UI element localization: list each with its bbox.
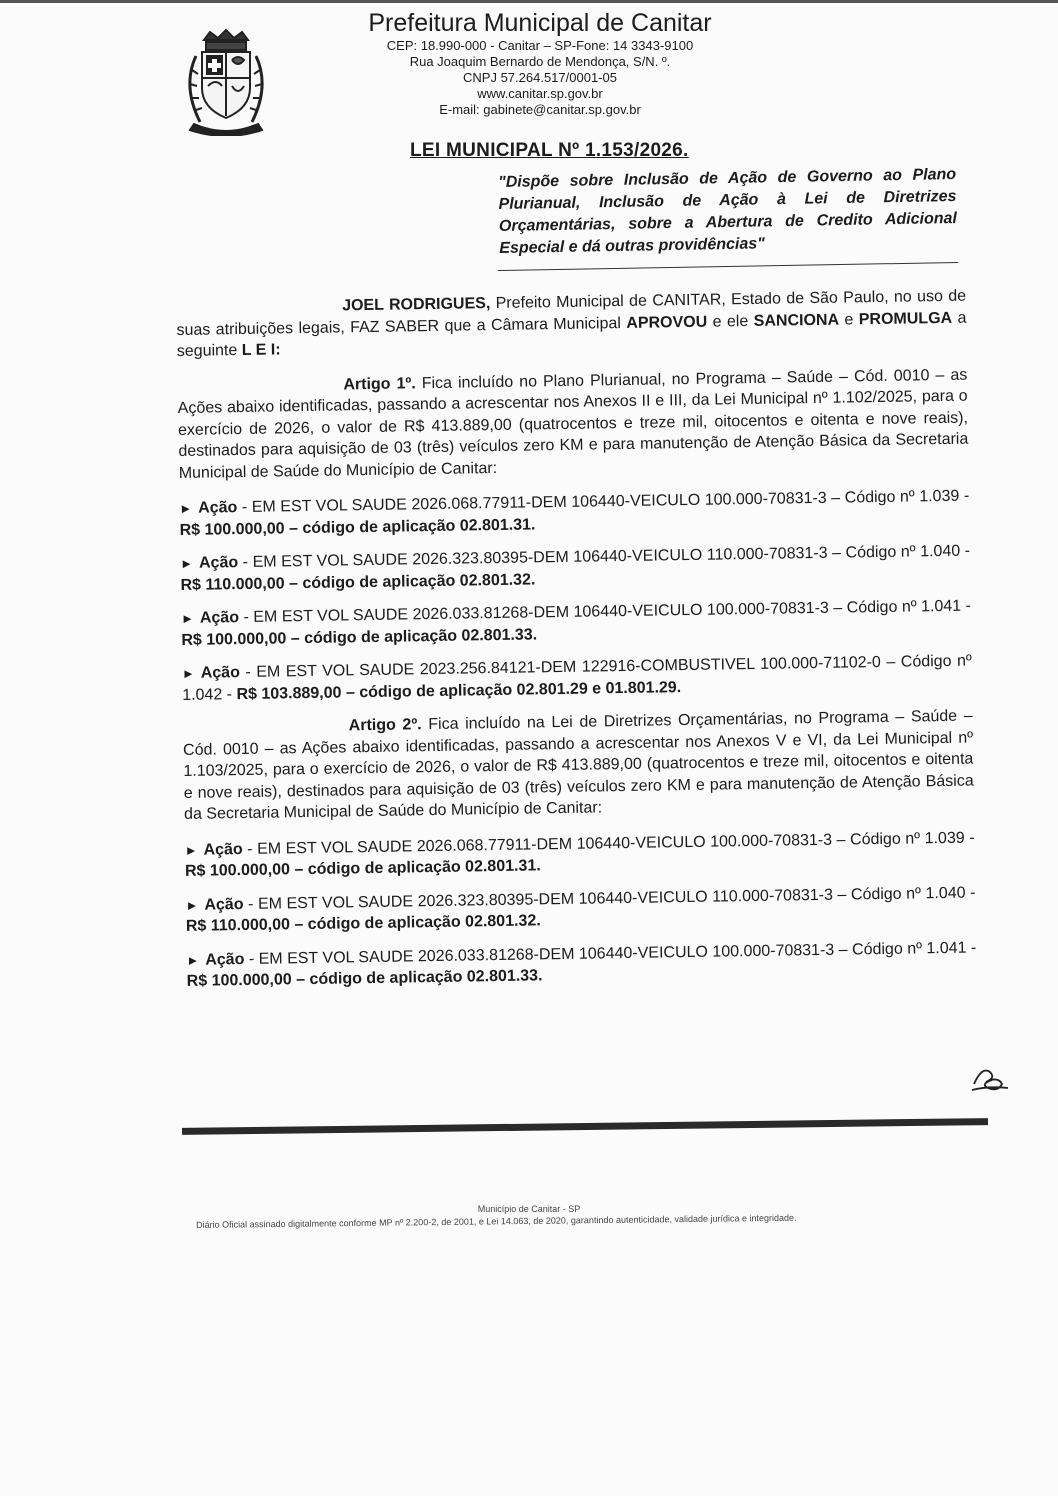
footer-assinatura: Diário Oficial assinado digitalmente conforme MP nº 2.200-2, de 2001, e Lei 14.063, de 2020, garantindo autenticidade, validade jurídica e integridade. <box>196 1212 797 1230</box>
list-item: ► Ação - EM EST VOL SAUDE 2026.068.77911-DEM 106440-VEICULO 100.000-70831-3 – Código nº 1.039 - R$ 100.000,00 – código de aplicação 02.801.31. <box>184 829 975 880</box>
law-ementa: "Dispõe sobre Inclusão de Ação de Governo ao Plano Plurianual, Inclusão de Ação à Lei de Diretrizes Orçamentárias, sobre a Abertura de Credito Adicional Especial e dá outras providências" <box>498 166 958 257</box>
scan-top-edge <box>0 0 1058 3</box>
list-item: ► Ação - EM EST VOL SAUDE 2026.033.81268-DEM 106440-VEICULO 100.000-70831-3 – Código nº 1.041 - R$ 100.000,00 – código de aplicação 02.801.33. <box>186 939 977 990</box>
law-title: LEI MUNICIPAL Nº 1.153/2026. <box>410 140 689 161</box>
triangle-right-icon: ► <box>181 665 195 681</box>
artigo-1: Artigo 1º. Fica incluído no Plano Plurianual, no Programa – Saúde – Cód. 0010 – as Ações abaixo identificadas, passando a acrescentar nos Anexos II e III, da Lei Municipal nº 1.102/2025, para o exercício de 2026, o valor de R$ 413.889,00 (quatrocentos e treze mil, oitocentos e oitenta e nove reais), destinados para aquisição de 03 (três) veículos zero KM e para manutenção de Atenção Básica da Secretaria Municipal de Saúde do Município de Canitar: <box>177 366 969 482</box>
list-item: ► Ação - EM EST VOL SAUDE 2023.256.84121-DEM 122916-COMBUSTIVEL 100.000-71102-0 – Código nº 1.042 - R$ 103.889,00 – código de aplicação 02.801.29 e 01.801.29. <box>181 652 972 704</box>
list-item: ► Ação - EM EST VOL SAUDE 2026.323.80395-DEM 106440-VEICULO 110.000-70831-3 – Código nº 1.040 - R$ 110.000,00 – código de aplicação 02.801.32. <box>180 542 971 594</box>
letterhead-address-2: Rua Joaquim Bernardo de Mendonça, S/N. º. <box>409 54 671 69</box>
coat-of-arms-icon <box>178 26 274 136</box>
triangle-right-icon: ► <box>185 897 199 913</box>
triangle-right-icon: ► <box>184 842 198 858</box>
letterhead-email: E-mail: gabinete@canitar.sp.gov.br <box>439 102 641 117</box>
signature-initials <box>968 1062 1014 1094</box>
letterhead-address-1: CEP: 18.990-000 - Canitar – SP-Fone: 14 3343-9100 <box>386 38 694 53</box>
triangle-right-icon: ► <box>179 500 193 516</box>
artigo-2-label: Artigo 2º. <box>348 716 422 735</box>
bottom-rule <box>182 1118 988 1135</box>
list-item: ► Ação - EM EST VOL SAUDE 2026.033.81268-DEM 106440-VEICULO 100.000-70831-3 – Código nº 1.041 - R$ 100.000,00 – código de aplicação 02.801.33. <box>180 597 972 649</box>
triangle-right-icon: ► <box>180 610 195 626</box>
letterhead <box>310 8 770 118</box>
preamble: JOEL RODRIGUES, Prefeito Municipal de CANITAR, Estado de São Paulo, no uso de suas atribuições legais, FAZ SABER que a Câmara Municipal APROVOU e ele SANCIONA e PROMULGA a seguinte L E I: <box>176 287 967 360</box>
triangle-right-icon: ► <box>180 555 194 571</box>
artigo-1-label: Artigo 1º. <box>343 374 416 393</box>
letterhead-website: www.canitar.sp.gov.br <box>477 86 603 101</box>
letterhead-cnpj: CNPJ 57.264.517/0001-05 <box>463 70 617 85</box>
letterhead-title: Prefeitura Municipal de Canitar <box>368 9 712 37</box>
ementa-underline <box>498 262 958 271</box>
footer-municipio: Município de Canitar - SP <box>477 1204 581 1214</box>
law-body <box>176 286 977 1005</box>
list-item: ► Ação - EM EST VOL SAUDE 2026.323.80395-DEM 106440-VEICULO 110.000-70831-3 – Código nº 1.040 - R$ 110.000,00 – código de aplicação 02.801.32. <box>185 884 976 935</box>
list-item: ► Ação - EM EST VOL SAUDE 2026.068.77911-DEM 106440-VEICULO 100.000-70831-3 – Código nº 1.039 - R$ 100.000,00 – código de aplicação 02.801.31. <box>179 487 970 539</box>
artigo-2: Artigo 2º. Fica incluído na Lei de Diretrizes Orçamentárias, no Programa – Saúde – Cód. 0010 – as Ações abaixo identificadas, passando a acrescentar nos Anexos V e VI, da Lei Municipal nº 1.103/2025, para o exercício de 2026, o valor de R$ 413.889,00 (quatrocentos e treze mil, oitocentos e oitenta e nove reais), destinados para aquisição de 03 (três) veículos zero KM e para manutenção de Atenção Básica da Secretaria Municipal de Saúde do Município de Canitar: <box>182 707 974 823</box>
mayor-name: JOEL RODRIGUES, <box>342 295 491 315</box>
triangle-right-icon: ► <box>186 952 200 968</box>
